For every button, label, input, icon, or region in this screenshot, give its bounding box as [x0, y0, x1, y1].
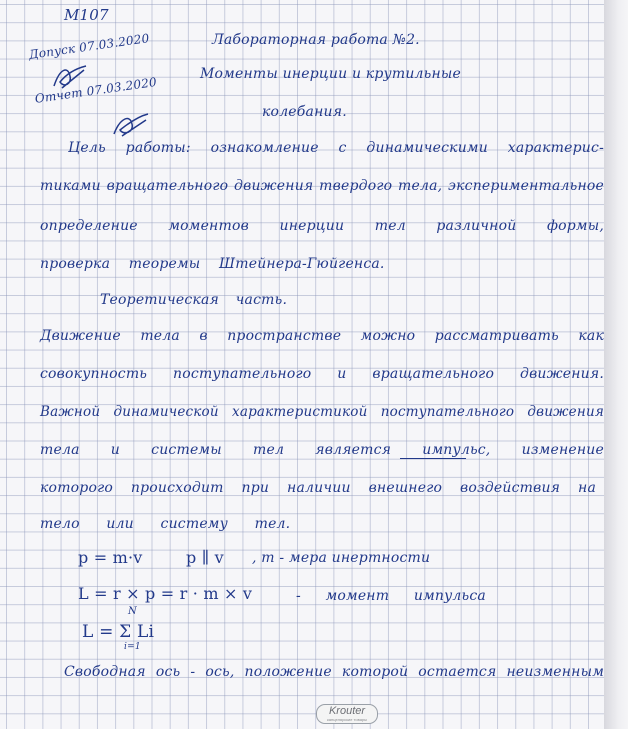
formula-sum: L = Σ Li [82, 622, 155, 642]
formula-angular-momentum: L = r × p = r · m × v [78, 584, 253, 603]
formula-sum-lower: i=1 [124, 642, 141, 652]
goal-line-1: Цель работы: ознакомление с динамическими характерис- [68, 140, 604, 156]
formula-angular-note: - момент импульса [296, 588, 486, 604]
theory-line-4: тела и системы тел является импульс, изменение [40, 442, 604, 458]
admission-note: Допуск 07.03.2020 [28, 31, 151, 62]
goal-line-2: тиками вращательного движения твердого тела, экспериментальное [40, 178, 604, 194]
formula-parallel: p ∥ v [186, 548, 224, 567]
report-note: Отчет 07.03.2020 [34, 74, 158, 106]
brand-logo-word: Krouter [328, 705, 366, 717]
document-subtitle-end: колебания. [262, 104, 347, 120]
goal-line-4: проверка теоремы Штейнера-Гюйгенса. [40, 256, 385, 272]
theory-line-3: Важной динамической характеристикой поступательного движения [40, 404, 604, 420]
page-number: M107 [64, 6, 109, 24]
goal-line-3: определение моментов инерции тел различной формы, [40, 218, 604, 234]
brand-logo-subtitle: канцелярские товары [326, 717, 368, 722]
impulse-underline [400, 458, 466, 459]
theory-line-2: совокупность поступательного и вращательного движения. [40, 366, 604, 382]
formula-inertia-note: , m - мера инертности [252, 550, 431, 566]
theory-line-6: тело или систему тел. [40, 516, 291, 532]
page-edge-shadow [604, 0, 628, 729]
theory-line-1: Движение тела в пространстве можно рассматривать как [40, 328, 604, 344]
formula-sum-upper: N [128, 606, 137, 617]
formula-momentum: p = m·v [78, 548, 143, 567]
theory-line-5: которого происходит при наличии внешнего воздействия на [40, 480, 596, 496]
theory-heading: Теоретическая часть. [100, 292, 288, 308]
signature-report [110, 110, 152, 140]
brand-logo [316, 704, 378, 724]
free-axis-line: Свободная ось - ось, положение которой остается неизменным [64, 664, 604, 680]
document-subtitle: Моменты инерции и крутильные [200, 66, 461, 82]
document-title: Лабораторная работа №2. [212, 32, 420, 48]
